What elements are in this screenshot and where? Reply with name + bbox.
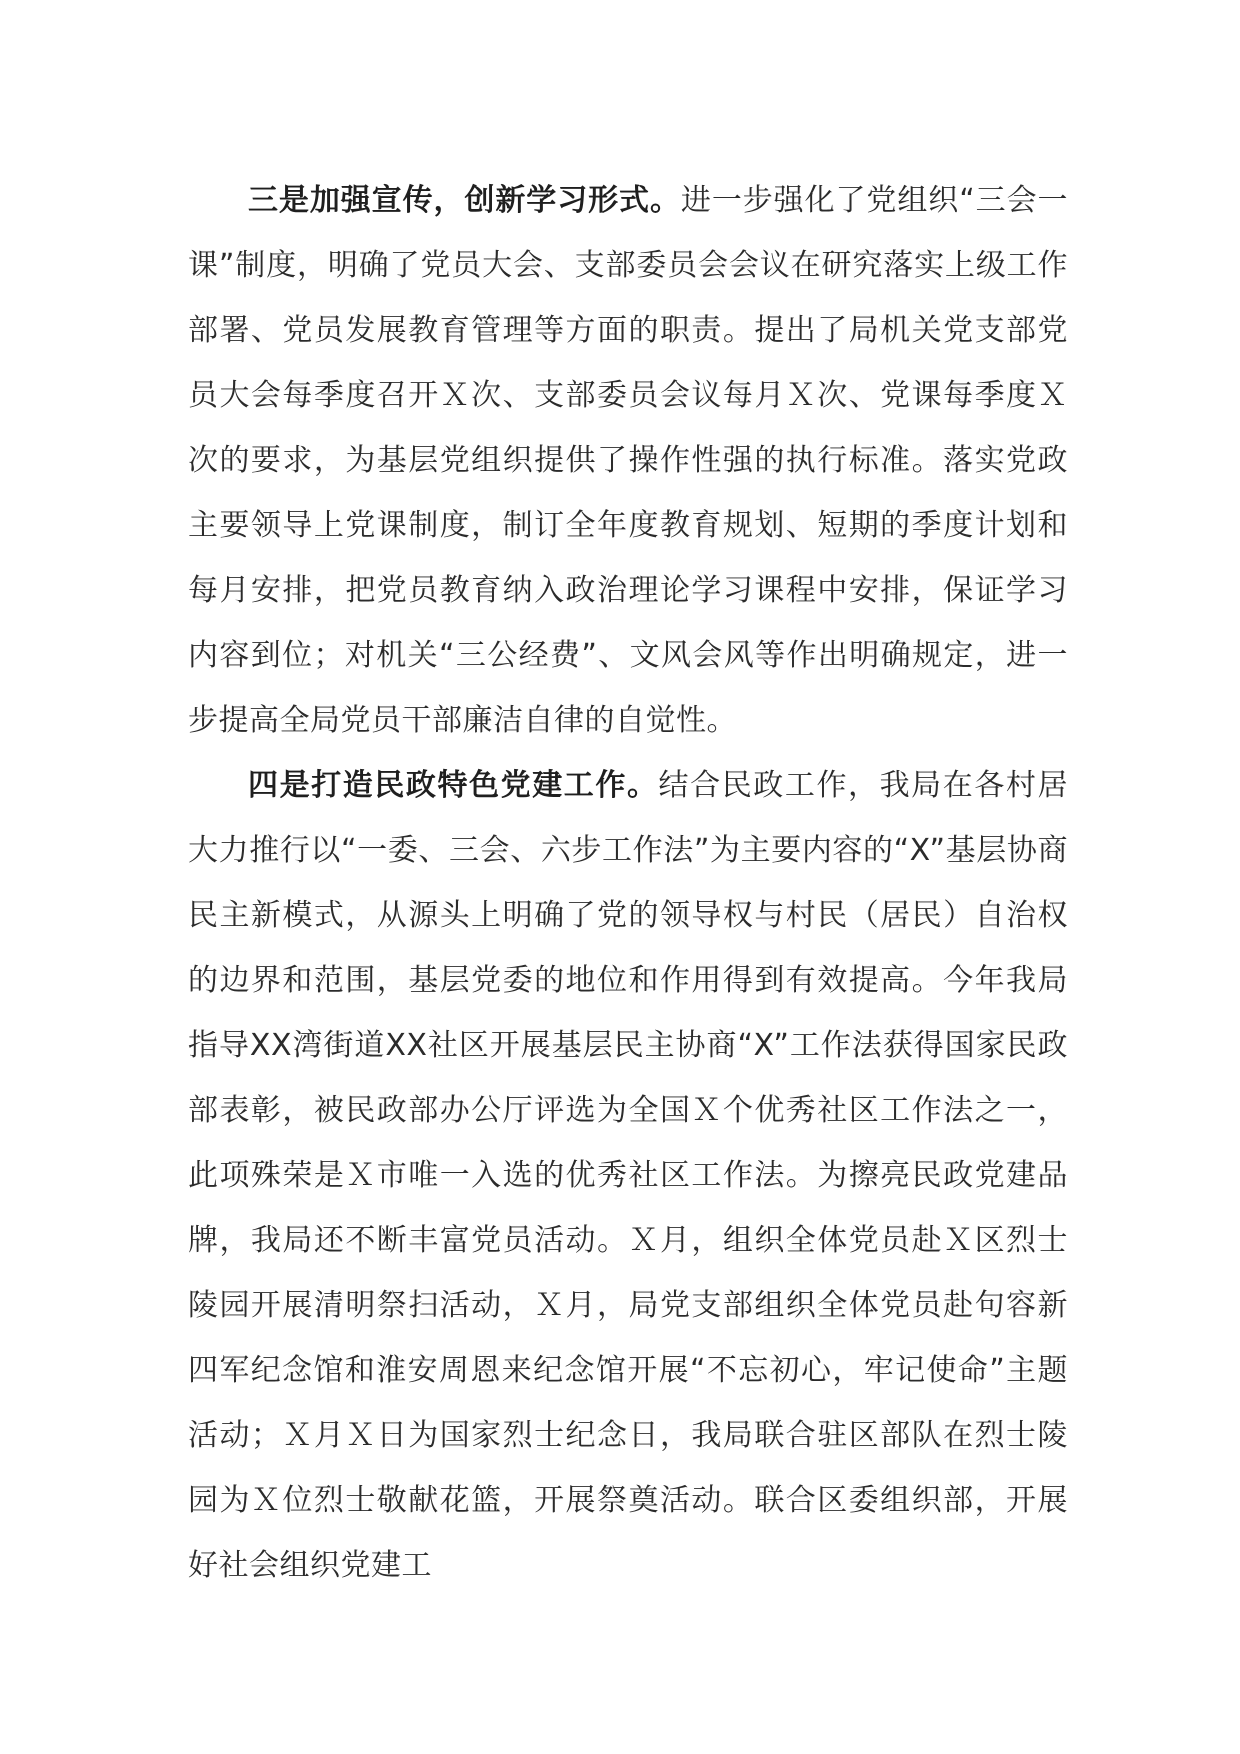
paragraph-text: 结合民政工作，我局在各村居大力推行以“一委、三会、六步工作法”为主要内容的“X”基层协商民主新模式，从源头上明确了党的领导权与村民（居民）自治权的边界和范围，基层党委的地位和作用得到有效提高。今年我局指导XX湾街道XX社区开展基层民主协商“X”工作法获得国家民政部表彰，被民政部办公厅评选为全国Ｘ个优秀社区工作法之一，此项殊荣是Ｘ市唯一入选的优秀社区工作法。为擦亮民政党建品牌，我局还不断丰富党员活动。Ｘ月，组织全体党员赴Ｘ区烈士陵园开展清明祭扫活动，Ｘ月，局党支部组织全体党员赴句容新四军纪念馆和淮安周恩来纪念馆开展“不忘初心，牢记使命”主题活动；Ｘ月Ｘ日为国家烈士纪念日，我局联合驻区部队在烈士陵园为Ｘ位烈士敬献花篮，开展祭奠活动。联合区委组织部，开展好社会组织党建工 <box>188 768 1069 1583</box>
paragraph-publicity <box>188 168 1068 753</box>
paragraph-heading: 四是打造民政特色党建工作。 <box>248 768 659 803</box>
paragraph-civil-affairs <box>188 753 1068 1598</box>
paragraph-heading: 三是加强宣传，创新学习形式。 <box>248 183 681 218</box>
document-body <box>188 168 1068 1598</box>
paragraph-text: 进一步强化了党组织“三会一课”制度，明确了党员大会、支部委员会会议在研究落实上级工作部署、党员发展教育管理等方面的职责。提出了局机关党支部党员大会每季度召开Ｘ次、支部委员会议每月Ｘ次、党课每季度Ｘ次的要求，为基层党组织提供了操作性强的执行标准。落实党政主要领导上党课制度，制订全年度教育规划、短期的季度计划和每月安排，把党员教育纳入政治理论学习课程中安排，保证学习内容到位；对机关“三公经费”、文风会风等作出明确规定，进一步提高全局党员干部廉洁自律的自觉性。 <box>188 183 1069 738</box>
